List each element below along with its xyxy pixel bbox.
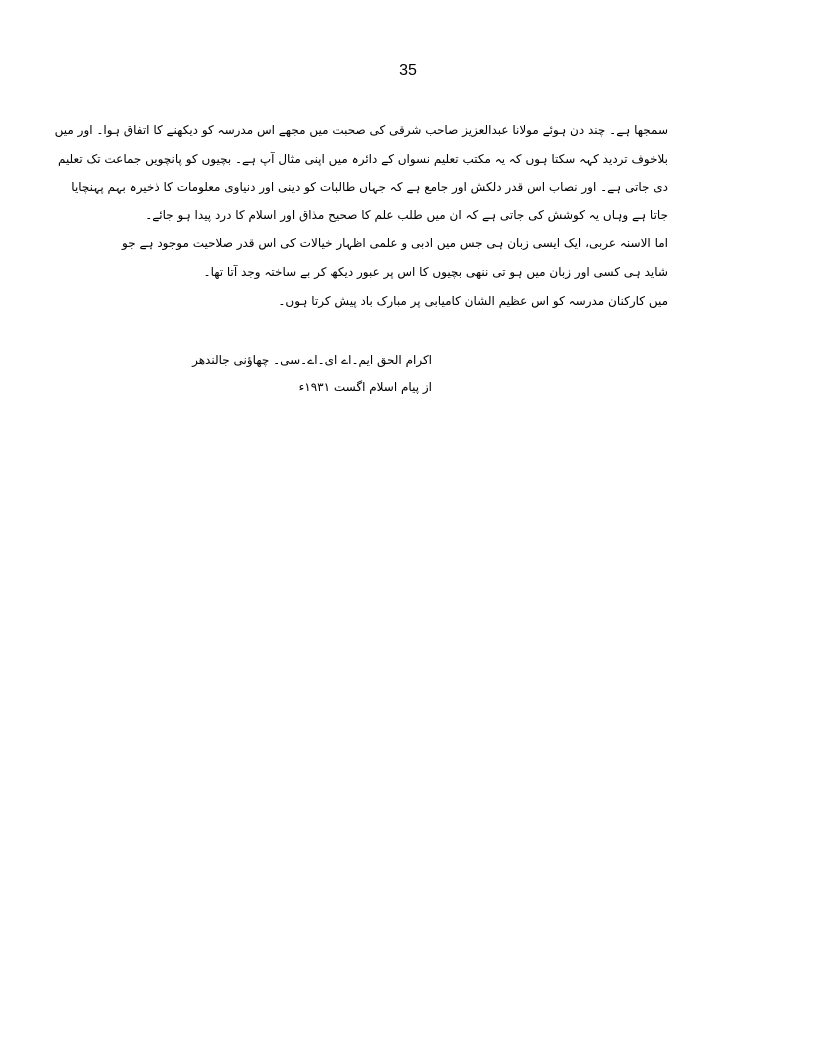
body-line: بلاخوف تردید کہہ سکتا ہوں کہ یہ مکتب تعلیم نسواں کے دائرہ میں اپنی مثال آپ ہے۔ بچیوں کو پانچویں جماعت تک تعلیم (57, 152, 668, 166)
body-line: اما الاسنہ عربی، ایک ایسی زبان ہی جس میں ادبی و علمی اظہار خیالات کی اس قدر صلاحیت موجود ہے جو (122, 236, 668, 250)
body-line: دی جاتی ہے۔ اور نصاب اس قدر دلکش اور جامع ہے کہ جہاں طالبات کو دینی اور دنیاوی معلومات کا ذخیرہ بہم پہنچایا (71, 180, 668, 194)
body-line: شاید ہی کسی اور زبان میں ہو تی ننھی بچیوں کا اس پر عبور دیکھ کر بے ساختہ وجد آتا تھا۔ (203, 265, 668, 279)
body-line: سمجھا ہے۔ چند دن ہوئے مولانا عبدالعزیز صاحب شرقی کی صحبت میں مجھے اس مدرسہ کو دیکھنے کا اتفاق ہوا۔ اور میں (54, 123, 668, 137)
source-citation: از پیام اسلام اگست ۱۹۳۱ء (298, 380, 432, 394)
page-number: 35 (399, 62, 417, 79)
body-line: جاتا ہے وہاں یہ کوشش کی جاتی ہے کہ ان میں طلب علم کا صحیح مذاق اور اسلام کا درد پیدا ہو جائے۔ (145, 208, 668, 222)
body-line: میں کارکنان مدرسہ کو اس عظیم الشان کامیابی پر مبارک باد پیش کرتا ہوں۔ (278, 294, 668, 308)
author-signature: اکرام الحق ایم۔اے ای۔اے۔سی۔ چھاؤنی جالندھر (192, 353, 432, 367)
